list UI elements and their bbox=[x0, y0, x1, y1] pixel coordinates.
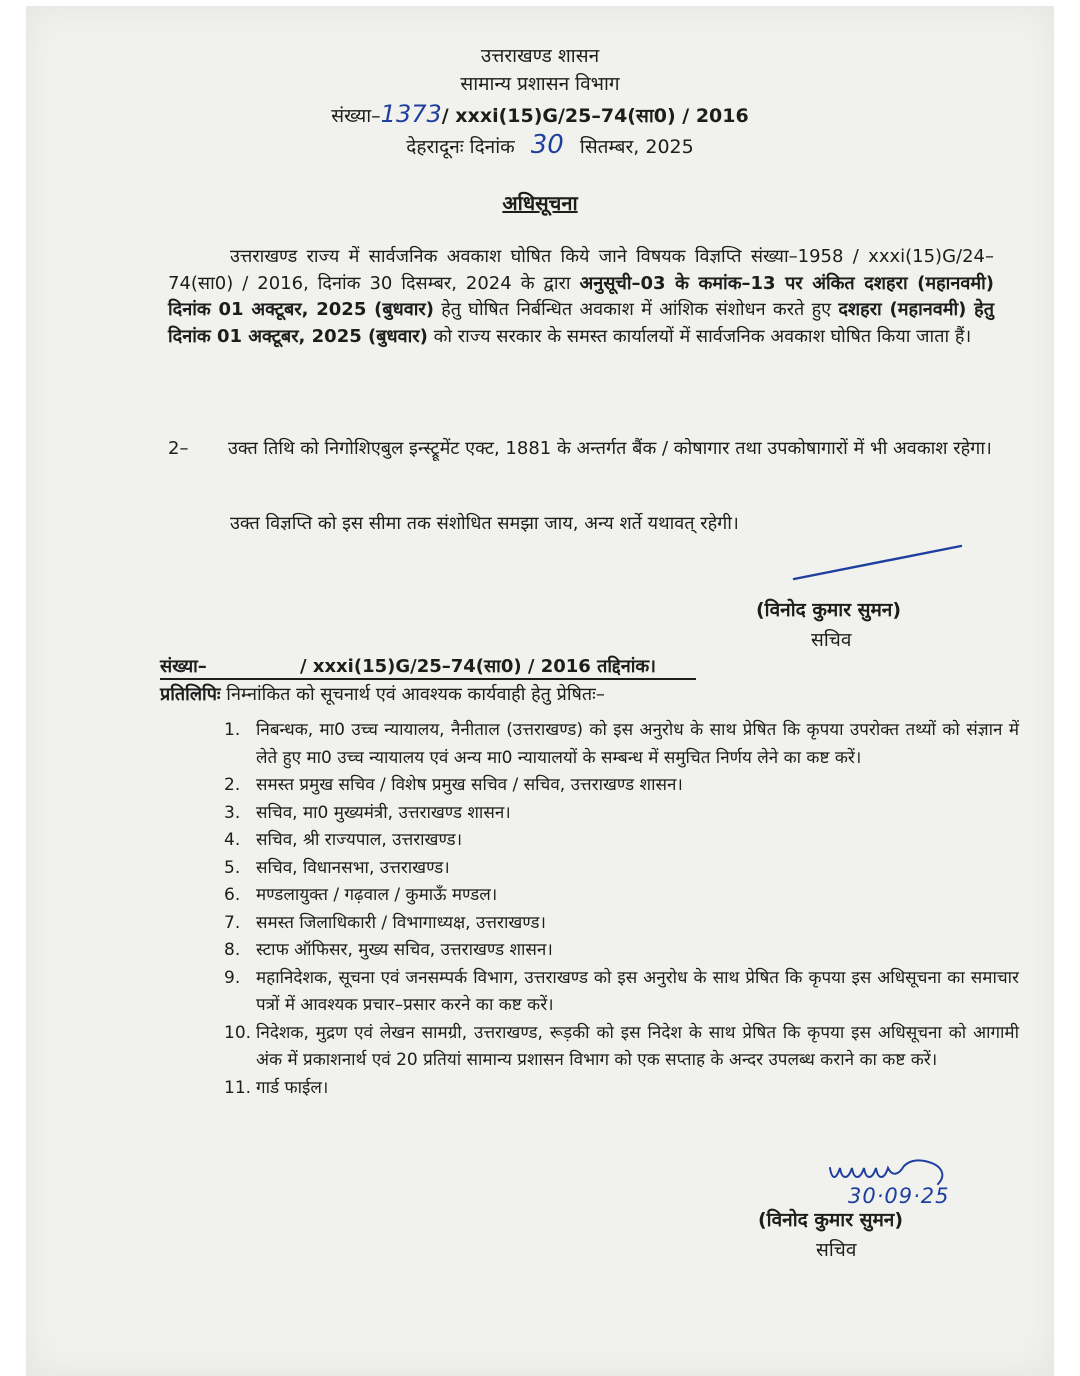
recipient-number: 11. bbox=[224, 1077, 252, 1098]
copy-intro-text: निम्नांकित को सूचनार्थ एवं आवश्यक कार्यवाही हेतु प्रेषितः– bbox=[226, 684, 605, 705]
notification-paragraph-1 bbox=[168, 244, 994, 350]
recipient-text: समस्त प्रमुख सचिव / विशेष प्रमुख सचिव / सचिव, उत्तराखण्ड शासन। bbox=[256, 775, 683, 795]
notification-title: अधिसूचना bbox=[502, 191, 578, 215]
para1-bold-a: अनुसूची–03 के कमांक–13 पर अंकित दशहरा (महानवमी) दिनांक 01 अक्टूबर, 2025 (बुधवार) bbox=[168, 272, 994, 320]
header-government: उत्तराखण्ड शासन bbox=[480, 45, 600, 67]
copy-reference-label: संख्या– bbox=[160, 656, 207, 677]
recipient-number: 3. bbox=[224, 802, 241, 823]
document-page bbox=[26, 6, 1054, 1376]
recipient-item bbox=[224, 772, 1019, 800]
recipient-text: स्टाफ ऑफिसर, मुख्य सचिव, उत्तराखण्ड शासन। bbox=[256, 940, 553, 960]
header-reference-number bbox=[26, 100, 1054, 128]
notification-paragraph-3: उक्त विज्ञप्ति को इस सीमा तक संशोधित समझा जाय, अन्य शर्ते यथावत् रहेगी। bbox=[230, 513, 739, 534]
recipient-text: गार्ड फाईल। bbox=[256, 1077, 329, 1098]
notification-paragraph-2 bbox=[168, 436, 994, 463]
recipient-number: 4. bbox=[224, 830, 241, 850]
copy-label: प्रतिलिपिः bbox=[160, 684, 221, 705]
recipient-text: मण्डलायुक्त / गढ़वाल / कुमाऊँ मण्डल। bbox=[256, 885, 498, 905]
reference-label: संख्या– bbox=[331, 105, 381, 127]
recipient-text: निदेशक, मुद्रण एवं लेखन सामग्री, उत्तराखण्ड, रूड़की को इस निदेश के साथ प्रेषित कि कृपया इस अधिसूचना को आगामी अंक में प्रकाशनार्थ एवं 20 प्रतियां सामान्य प्रशासन विभाग को एक सप्ताह के अन्दर उपलब्ध कराने का कष्ट करें। bbox=[256, 1022, 1019, 1070]
signature-1-scribble bbox=[786, 541, 966, 586]
recipient-number: 6. bbox=[224, 885, 241, 905]
header-department: सामान्य प्रशासन विभाग bbox=[460, 73, 620, 95]
handwritten-date-day: 30 bbox=[530, 130, 564, 160]
para2-number: 2– bbox=[168, 438, 189, 459]
copy-forwarded-line bbox=[160, 682, 605, 706]
recipient-item bbox=[224, 1075, 1019, 1103]
recipient-text: सचिव, श्री राज्यपाल, उत्तराखण्ड। bbox=[256, 830, 463, 850]
recipient-text: महानिदेशक, सूचना एवं जनसम्पर्क विभाग, उत्तराखण्ड को इस अनुरोध के साथ प्रेषित कि कृपया इस अधिसूचना का समाचार पत्रों में आवश्यक प्रचार–प्रसार करने का कष्ट करें। bbox=[256, 967, 1019, 1015]
recipient-list bbox=[224, 717, 1019, 1102]
recipient-item bbox=[224, 800, 1019, 828]
para1-text-a: उत्तराखण्ड राज्य में सार्वजनिक अवकाश घोषित किये जाने विषयक विज्ञप्ति संख्या–1958 / xxxi(15)G/24–74(सा0) / 2016, दिनांक 30 दिसम्बर, 2024 के द्वारा bbox=[168, 246, 994, 294]
signatory-2-designation: सचिव bbox=[816, 1239, 857, 1261]
recipient-number: 5. bbox=[224, 857, 241, 878]
date-label: देहरादूनः दिनांक bbox=[406, 136, 515, 158]
recipient-item bbox=[224, 1020, 1019, 1075]
recipient-text: निबन्धक, मा0 उच्च न्यायालय, नैनीताल (उत्तराखण्ड) को इस अनुरोध के साथ प्रेषित कि कृपया उपरोक्त तथ्यों को संज्ञान में लेते हुए मा0 उच्च न्यायालय एवं अन्य मा0 न्यायालयों के सम्बन्ध में समुचित निर्णय लेने का कष्ट करें। bbox=[256, 720, 1019, 768]
copy-reference-code: / xxxi(15)G/25–74(सा0) / 2016 तद्दिनांक। bbox=[300, 656, 657, 677]
recipient-text: सचिव, मा0 मुख्यमंत्री, उत्तराखण्ड शासन। bbox=[256, 802, 511, 823]
recipient-item bbox=[224, 882, 1019, 910]
copy-reference-line bbox=[160, 654, 696, 680]
signatory-2-name: (विनोद कुमार सुमन) bbox=[758, 1209, 904, 1231]
date-month-year: सितम्बर, 2025 bbox=[579, 136, 694, 158]
recipient-number: 2. bbox=[224, 775, 241, 795]
signatory-1-name: (विनोद कुमार सुमन) bbox=[756, 599, 902, 621]
header-date-line bbox=[36, 130, 1064, 160]
recipient-text: समस्त जिलाधिकारी / विभागाध्यक्ष, उत्तराखण्ड। bbox=[256, 912, 546, 933]
recipient-number: 10. bbox=[224, 1022, 252, 1043]
recipient-item bbox=[224, 965, 1019, 1020]
handwritten-signing-date: 30·09·25 bbox=[848, 1184, 950, 1208]
para1-text-b: हेतु घोषित निर्बन्धित अवकाश में आंशिक संशोधन करते हुए bbox=[433, 299, 839, 320]
recipient-item bbox=[224, 827, 1019, 855]
para1-bold-b: दशहरा (महानवमी) हेतु दिनांक 01 अक्टूबर, 2025 (बुधवार) bbox=[168, 299, 994, 347]
recipient-text: सचिव, विधानसभा, उत्तराखण्ड। bbox=[256, 857, 450, 878]
recipient-number: 7. bbox=[224, 912, 241, 933]
recipient-item bbox=[224, 937, 1019, 965]
recipient-number: 9. bbox=[224, 967, 241, 988]
reference-code: / xxxi(15)G/25–74(सा0) / 2016 bbox=[441, 105, 749, 127]
handwritten-reference-number: 1373 bbox=[380, 100, 442, 128]
recipient-item bbox=[224, 910, 1019, 938]
para1-text-c: को राज्य सरकार के समस्त कार्यालयों में सार्वजनिक अवकाश घोषित किया जाता हैं। bbox=[427, 325, 972, 347]
recipient-number: 8. bbox=[224, 940, 241, 960]
para2-text: उक्त तिथि को निगोशिएबुल इन्स्ट्रूमेंट एक्ट, 1881 के अन्तर्गत बैंक / कोषागार तथा उपकोषागारों में भी अवकाश रहेगा। bbox=[228, 438, 992, 459]
recipient-item bbox=[224, 717, 1019, 772]
recipient-number: 1. bbox=[224, 720, 241, 740]
signatory-1-designation: सचिव bbox=[811, 629, 852, 651]
signature-2-scribble bbox=[826, 1154, 956, 1188]
recipient-item bbox=[224, 855, 1019, 883]
